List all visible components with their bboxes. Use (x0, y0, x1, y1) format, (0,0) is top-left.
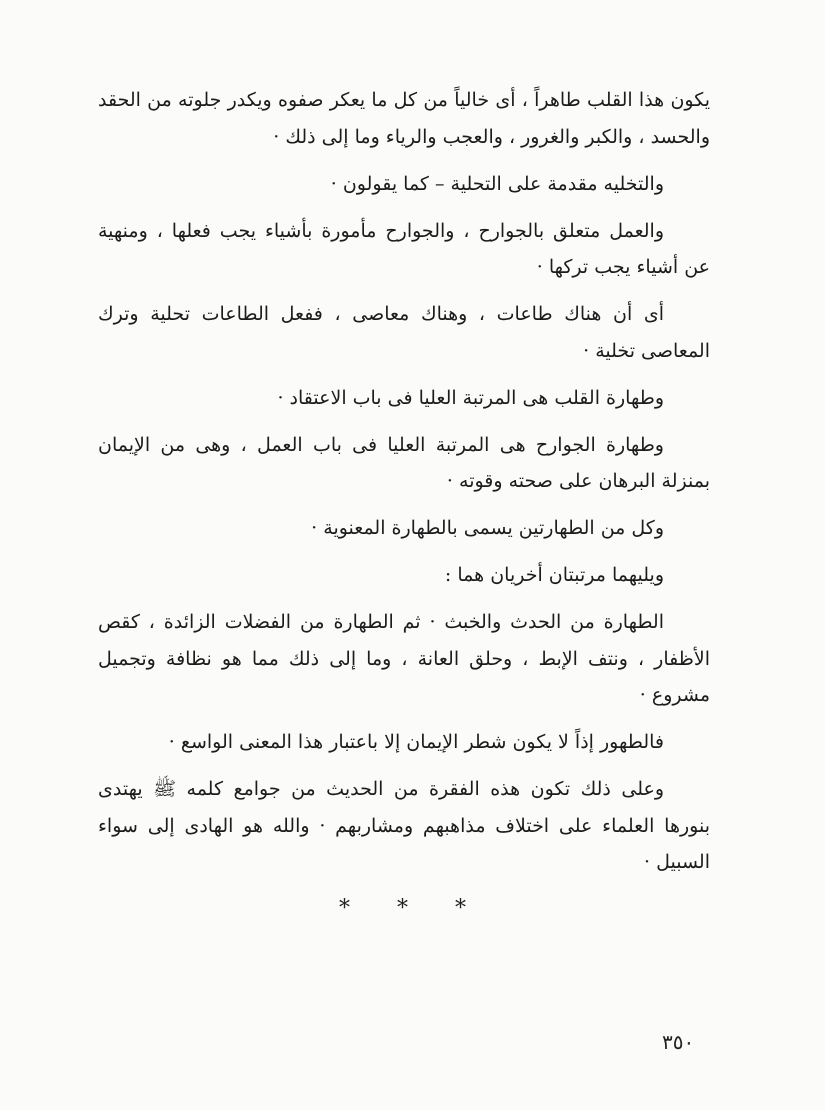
paragraph-tahara-manawiya: وكل من الطهارتين يسمى بالطهارة المعنوية · (311, 517, 664, 539)
paragraph-conclusion: وعلى ذلك تكون هذه الفقرة من الحديث من جوامع كلمه ﷺ يهتدى بنورها العلماء على اختلاف مذاهبهم ومشاربهم · والله هو الهادى إلى سواء السبيل · (98, 778, 710, 873)
paragraph-takhliya: والتخليه مقدمة على التحلية – كما يقولون · (330, 172, 664, 195)
paragraph-martabatan: ويليهما مرتبتان أخريان هما : (444, 564, 664, 586)
paragraph-hadath: الطهارة من الحدث والخبث · ثم الطهارة من الفضلات الزائدة ، كقص الأظفار ، ونتف الإبط ، وحلق العانة ، وما إلى ذلك مما هو نظافة وتجميل مشروع · (98, 611, 710, 706)
paragraph-continuation: يكون هذا القلب طاهراً ، أى خالياً من كل ما يعكر صفوه ويكدر جلوته من الحقد والحسد ، والكبر والغرور ، والعجب والرياء وما إلى ذلك · (98, 89, 710, 148)
page-number: ٣٥٠ (662, 1030, 695, 1054)
paragraph-tuhur: فالطهور إذاً لا يكون شطر الإيمان إلا باعتبار هذا المعنى الواسع · (168, 731, 664, 753)
paragraph-tahara-jawarih: وطهارة الجوارح هى المرتبة العليا فى باب العمل ، وهى من الإيمان بمنزلة البرهان على صحته وقوته · (98, 433, 710, 492)
section-separator: * * * (339, 896, 486, 921)
paragraph-tahara-qalb: وطهارة القلب هى المرتبة العليا فى باب الاعتقاد · (277, 386, 664, 409)
paragraph-taat: أى أن هناك طاعات ، وهناك معاصى ، ففعل الطاعات تحلية وترك المعاصى تخلية · (98, 303, 710, 362)
body-text (98, 82, 710, 891)
paragraph-amal: والعمل متعلق بالجوارح ، والجوارح مأمورة بأشياء يجب فعلها ، ومنهية عن أشياء يجب تركها · (98, 219, 710, 278)
